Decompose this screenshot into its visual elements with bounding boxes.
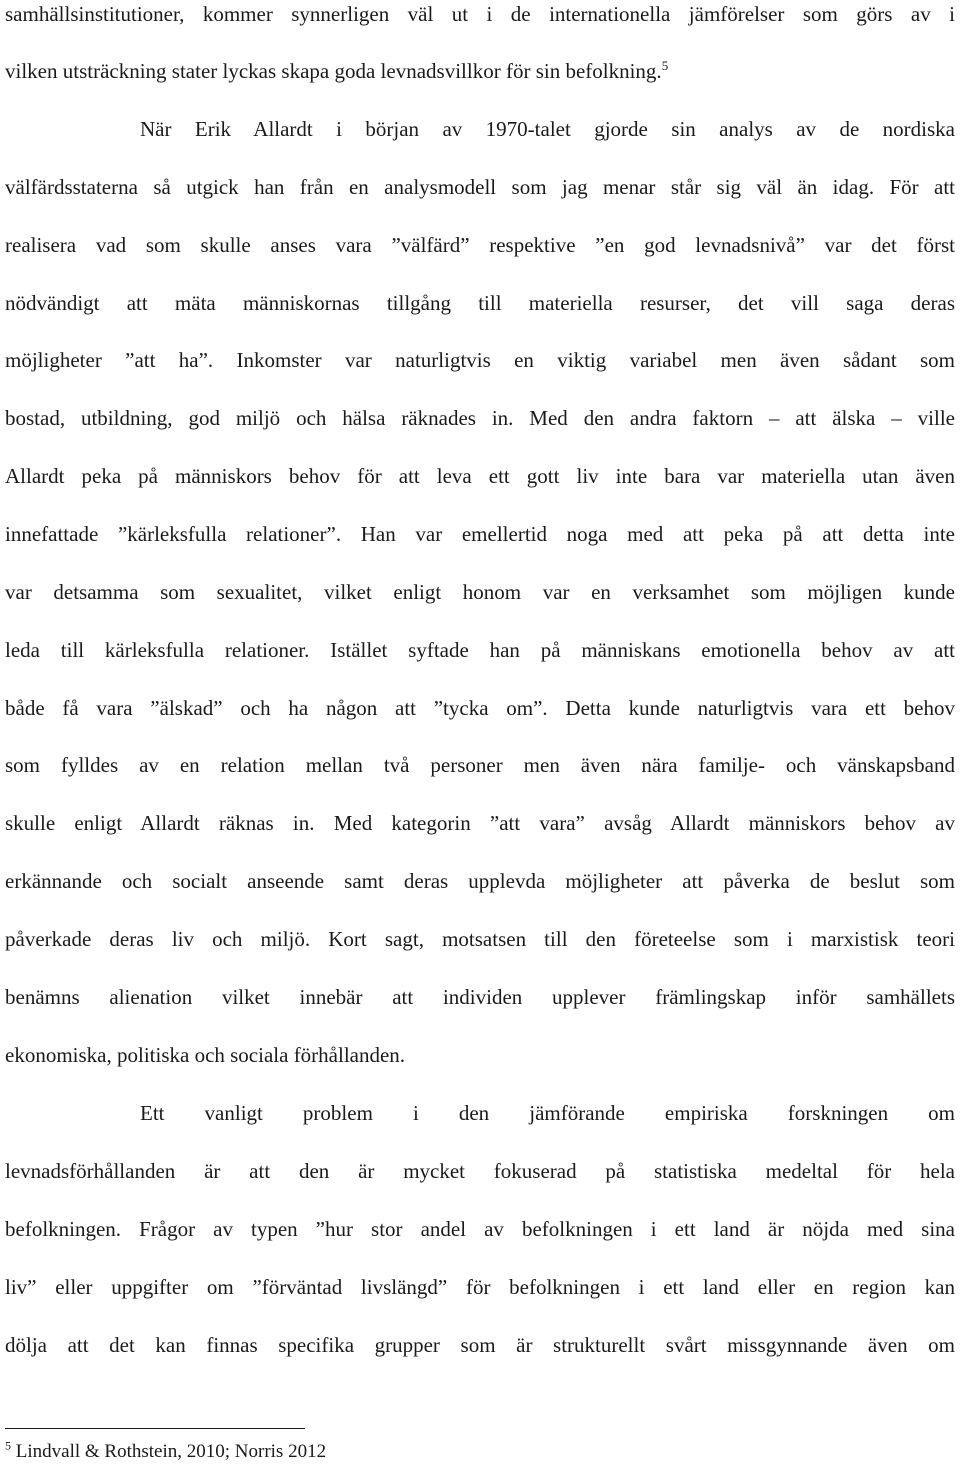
text-line: erkännande och socialt anseende samt deras upplevda möjligheter att påverka de beslut som	[5, 869, 955, 893]
text-line: möjligheter ”att ha”. Inkomster var naturligtvis en viktig variabel men även sådant som	[5, 348, 955, 372]
text-line: befolkningen. Frågor av typen ”hur stor andel av befolkningen i ett land är nöjda med sina	[5, 1217, 955, 1241]
text-line: vilken utsträckning stater lyckas skapa goda levnadsvillkor för sin befolkning.$^5$	[5, 58, 669, 83]
text-line: ekonomiska, politiska och sociala förhållanden.	[5, 1043, 406, 1067]
text-line: välfärdsstaterna så utgick han från en analysmodell som jag menar står sig väl än idag. För att	[5, 175, 955, 199]
text-line: samhällsinstitutioner, kommer synnerligen väl ut i de internationella jämförelser som görs av i	[5, 2, 955, 26]
text-line: innefattade ”kärleksfulla relationer”. Han var emellertid noga med att peka på att detta inte	[5, 522, 955, 546]
footnote-number: 5	[5, 1438, 11, 1453]
text-line-indented: När Erik Allardt i början av 1970-talet gjorde sin analys av de nordiska	[140, 117, 955, 141]
text-line: levnadsförhållanden är att den är mycket fokuserad på statistiska medeltal för hela	[5, 1159, 955, 1183]
text-line: leda till kärleksfulla relationer. Istället syftade han på människans emotionella behov av att	[5, 638, 955, 662]
text-line: skulle enligt Allardt räknas in. Med kategorin ”att vara” avsåg Allardt människors behov av	[5, 811, 955, 835]
text-line: realisera vad som skulle anses vara ”välfärd” respektive ”en god levnadsnivå” var det först	[5, 233, 955, 257]
footnote-text: Lindvall & Rothstein, 2010; Norris 2012	[15, 1441, 327, 1462]
text-line: nödvändigt att mäta människornas tillgång till materiella resurser, det vill saga deras	[5, 291, 955, 315]
text-line: dölja att det kan finnas specifika grupper som är strukturellt svårt missgynnande även om	[5, 1333, 955, 1357]
text-line: Allardt peka på människors behov för att leva ett gott liv inte bara var materiella utan även	[5, 464, 955, 488]
text-line: liv” eller uppgifter om ”förväntad livslängd” för befolkningen i ett land eller en region kan	[5, 1275, 955, 1299]
footnote	[5, 1440, 326, 1464]
text-line: som fylldes av en relation mellan två personer men även nära familje- och vänskapsband	[5, 753, 955, 777]
footnote-reference: 5	[661, 58, 669, 73]
text-line: påverkade deras liv och miljö. Kort sagt, motsatsen till den företeelse som i marxistisk teori	[5, 927, 955, 951]
text-line: bostad, utbildning, god miljö och hälsa räknades in. Med den andra faktorn – att älska – ville	[5, 406, 955, 430]
text-line: både få vara ”älskad” och ha någon att ”tycka om”. Detta kunde naturligtvis vara ett behov	[5, 696, 955, 720]
text-line: var detsamma som sexualitet, vilket enligt honom var en verksamhet som möjligen kunde	[5, 580, 955, 604]
text-line: benämns alienation vilket innebär att individen upplever främlingskap inför samhällets	[5, 985, 955, 1009]
text-line-indented: Ett vanligt problem i den jämförande empiriska forskningen om	[140, 1101, 955, 1125]
footnote-divider	[5, 1428, 305, 1429]
